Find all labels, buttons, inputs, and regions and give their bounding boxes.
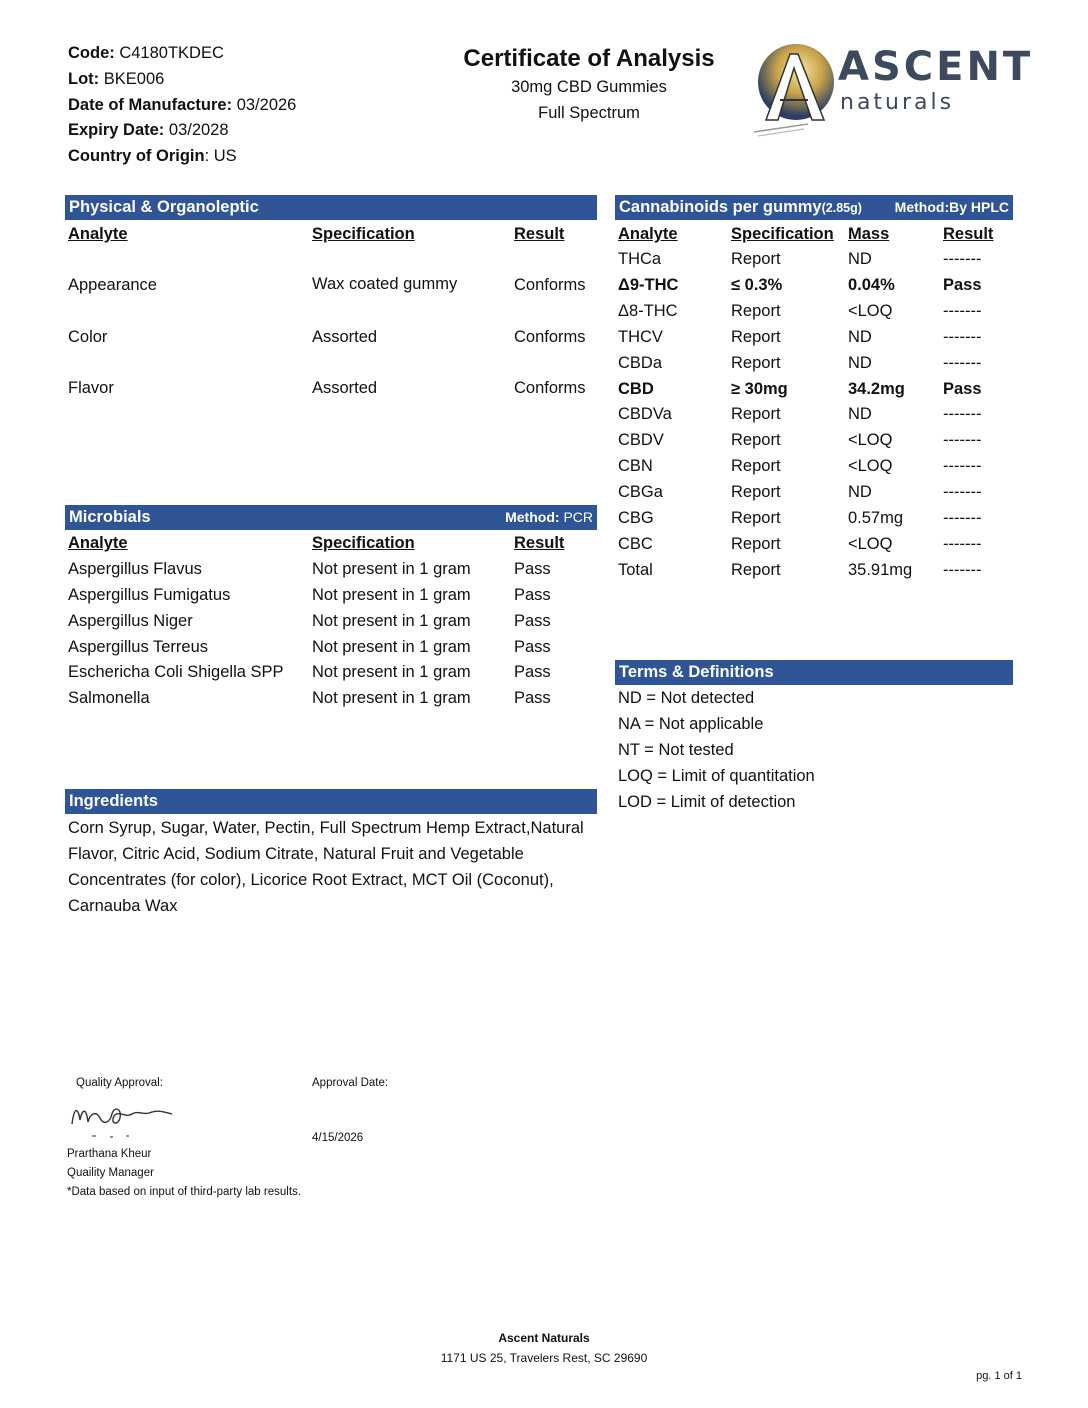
- cannabinoid-row-analyte: Δ9-THC: [618, 275, 679, 294]
- cannabinoid-row-analyte: THCV: [618, 327, 663, 346]
- cannabinoid-row-mass: ND: [848, 353, 872, 372]
- cannabinoid-row-mass: ND: [848, 327, 872, 346]
- cannabinoids-section-title: Cannabinoids per gummy(2.85g): [619, 198, 862, 216]
- physical-row-spec: Assorted: [312, 328, 378, 346]
- cannabinoid-row-mass: ND: [848, 405, 872, 424]
- cannabinoid-row-analyte: CBDV: [618, 431, 664, 450]
- cannabinoid-row-spec: Report: [731, 327, 781, 346]
- physical-section-title: Physical & Organoleptic: [69, 198, 259, 216]
- approver-name: Prarthana Kheur: [67, 1148, 152, 1160]
- cannabinoid-row-analyte: CBDVa: [618, 405, 672, 424]
- physical-col-analyte: Analyte: [68, 225, 128, 243]
- ingredients-text: Corn Syrup, Sugar, Water, Pectin, Full Spectrum Hemp Extract,Natural Flavor, Citric Acid, Sodium Citrate, Natural Fruit and Vegetable Concentrates (for color), Licorice Root Extract, MCT Oil (Coconut), Carnauba Wax: [68, 819, 584, 915]
- physical-row-spec: Wax coated gummy: [312, 275, 458, 293]
- lot-line: Lot: BKE006: [68, 70, 165, 88]
- product-type: Full Spectrum: [538, 104, 640, 122]
- manufacture-date-line: Date of Manufacture: 03/2026: [68, 96, 297, 114]
- microbial-row-result: Pass: [514, 586, 551, 604]
- cannabinoid-row-result: -------: [943, 483, 982, 502]
- code-line: Code: C4180TKDEC: [68, 44, 224, 62]
- approver-role: Quaility Manager: [67, 1167, 154, 1179]
- microbial-row-analyte: Escherichа Coli Shigella SPP: [68, 663, 284, 681]
- microbial-row-spec: Not present in 1 gram: [312, 638, 471, 656]
- cannabinoid-row-result: -------: [943, 327, 982, 346]
- cannabinoid-row-result: -------: [943, 353, 982, 372]
- cannabinoid-row-spec: Report: [731, 534, 781, 553]
- approval-date-label: Approval Date:: [312, 1077, 389, 1089]
- cannabinoid-row-spec: Report: [731, 353, 781, 372]
- page-title: Certificate of Analysis: [463, 45, 715, 72]
- physical-row-result: Conforms: [514, 276, 586, 294]
- cannabinoid-row-result: -------: [943, 405, 982, 424]
- microbials-col-result: Result: [514, 534, 565, 552]
- expiry-date-value: 03/2028: [168, 121, 229, 139]
- physical-row-result: Conforms: [514, 379, 586, 397]
- cannabinoids-section-header: [615, 195, 1013, 220]
- cannabinoid-row-mass: ND: [848, 483, 872, 502]
- terms-section-title: Terms & Definitions: [619, 663, 774, 681]
- cannabinoids-method: Method:By HPLC: [894, 199, 1009, 215]
- term-item: LOD = Limit of detection: [618, 793, 796, 811]
- footer-address: 1171 US 25, Travelers Rest, SC 29690: [440, 1351, 648, 1365]
- microbial-row-result: Pass: [514, 638, 551, 656]
- microbial-row-result: Pass: [514, 560, 551, 578]
- cannabinoid-row-analyte: CBGa: [618, 483, 663, 502]
- logo-mountain-icon: [748, 40, 838, 140]
- microbials-method: Method: PCR: [505, 509, 593, 525]
- microbial-row-analyte: Aspergillus Niger: [68, 612, 193, 630]
- cannabinoid-row-result: Pass: [943, 379, 982, 398]
- cannabinoid-row-spec: Report: [731, 431, 781, 450]
- cannabinoid-row-spec: Report: [731, 560, 781, 579]
- term-item: NT = Not tested: [618, 741, 734, 759]
- lot-value: BKE006: [103, 70, 165, 88]
- code-value: C4180TKDEC: [119, 44, 224, 62]
- cannabinoid-row-result: -------: [943, 301, 982, 320]
- cannabinoid-row-result: -------: [943, 457, 982, 476]
- cannabinoid-row-mass: 34.2mg: [848, 379, 905, 398]
- cannabinoid-row-result: -------: [943, 431, 982, 450]
- logo-subword: naturals: [840, 90, 955, 115]
- cannabinoid-row-spec: ≥ 30mg: [731, 379, 788, 398]
- cannabinoid-row-spec: ≤ 0.3%: [731, 275, 783, 294]
- logo-wordmark: ASCENT: [838, 44, 1034, 90]
- cannabinoid-row-mass: <LOQ: [848, 457, 893, 476]
- cannabinoid-row-analyte: CBG: [618, 509, 654, 527]
- microbial-row-analyte: Salmonella: [68, 689, 150, 707]
- company-logo: [748, 40, 1034, 140]
- cannabinoid-row-analyte: THCa: [618, 250, 662, 268]
- cannabinoid-col-analyte: Analyte: [618, 225, 678, 243]
- microbial-row-analyte: Aspergillus Terreus: [68, 638, 209, 656]
- cannabinoid-row-mass: <LOQ: [848, 301, 893, 320]
- microbial-row-spec: Not present in 1 gram: [312, 560, 471, 578]
- cannabinoid-col-result: Result: [943, 225, 994, 243]
- cannabinoid-row-mass: 0.57mg: [848, 509, 904, 527]
- term-item: ND = Not detected: [618, 689, 755, 707]
- microbials-section-title: Microbials: [69, 508, 151, 526]
- quality-approval-label: Quality Approval:: [76, 1077, 163, 1089]
- cannabinoid-row-spec: Report: [731, 301, 781, 320]
- cannabinoid-row-analyte: CBD: [618, 379, 654, 398]
- microbials-col-spec: Specification: [312, 534, 415, 552]
- terms-section-header: [615, 660, 1013, 685]
- cannabinoid-row-spec: Report: [731, 509, 781, 527]
- approval-date: 4/15/2026: [312, 1132, 364, 1144]
- microbial-row-result: Pass: [514, 689, 551, 707]
- data-note: *Data based on input of third-party lab results.: [67, 1186, 301, 1198]
- title-block: [450, 44, 728, 126]
- cannabinoid-row-mass: <LOQ: [848, 431, 893, 450]
- cannabinoid-row-analyte: CBC: [618, 534, 653, 553]
- manufacture-date-value: 03/2026: [236, 96, 297, 114]
- cannabinoid-row-result: -------: [943, 509, 982, 527]
- cannabinoid-row-result: -------: [943, 250, 982, 268]
- microbial-row-spec: Not present in 1 gram: [312, 612, 471, 630]
- microbial-row-result: Pass: [514, 612, 551, 630]
- physical-row-spec: Assorted: [312, 379, 378, 397]
- cannabinoid-row-spec: Report: [731, 250, 781, 268]
- cannabinoid-row-analyte: CBDa: [618, 353, 663, 372]
- microbials-col-analyte: Analyte: [68, 534, 128, 552]
- cannabinoid-row-spec: Report: [731, 405, 781, 424]
- cannabinoid-row-result: -------: [943, 560, 982, 579]
- expiry-date-line: Expiry Date: 03/2028: [68, 121, 229, 139]
- origin-line: Country of Origin: US: [68, 147, 237, 165]
- term-item: NA = Not applicable: [618, 715, 764, 733]
- cannabinoid-col-mass: Mass: [848, 225, 890, 243]
- origin-value: : US: [204, 147, 237, 165]
- physical-row-analyte: Appearance: [68, 276, 157, 294]
- cannabinoid-row-mass: 35.91mg: [848, 560, 913, 579]
- microbial-row-analyte: Aspergillus Fumigatus: [68, 586, 231, 604]
- cannabinoid-col-spec: Specification: [731, 225, 834, 243]
- page-number: pg. 1 of 1: [976, 1370, 1022, 1382]
- cannabinoid-row-mass: ND: [848, 250, 872, 268]
- cannabinoid-row-mass: <LOQ: [848, 534, 893, 553]
- physical-section-header: [65, 195, 597, 220]
- cannabinoid-row-mass: 0.04%: [848, 275, 895, 294]
- cannabinoid-row-analyte: CBN: [618, 457, 653, 476]
- physical-row-analyte: Flavor: [68, 379, 114, 397]
- physical-row-analyte: Color: [68, 328, 108, 346]
- product-name: 30mg CBD Gummies: [511, 78, 667, 96]
- microbial-row-result: Pass: [514, 663, 551, 681]
- physical-row-result: Conforms: [514, 328, 586, 346]
- cannabinoid-row-spec: Report: [731, 483, 781, 502]
- cannabinoid-row-analyte: Δ8-THC: [618, 301, 678, 320]
- cannabinoid-row-result: -------: [943, 534, 982, 553]
- cannabinoid-row-result: Pass: [943, 275, 982, 294]
- microbial-row-spec: Not present in 1 gram: [312, 689, 471, 707]
- microbial-row-analyte: Aspergillus Flavus: [68, 560, 202, 578]
- signature-image: [66, 1096, 176, 1142]
- ingredients-section-header: [65, 789, 597, 814]
- physical-col-spec: Specification: [312, 225, 415, 243]
- cannabinoid-row-analyte: Total: [618, 560, 653, 579]
- microbials-section-header: [65, 505, 597, 530]
- physical-col-result: Result: [514, 225, 565, 243]
- ingredients-section-title: Ingredients: [69, 792, 158, 810]
- microbial-row-spec: Not present in 1 gram: [312, 586, 471, 604]
- footer-company: Ascent Naturals: [498, 1331, 590, 1345]
- cannabinoid-row-spec: Report: [731, 457, 781, 476]
- microbial-row-spec: Not present in 1 gram: [312, 663, 471, 681]
- term-item: LOQ = Limit of quantitation: [618, 767, 815, 785]
